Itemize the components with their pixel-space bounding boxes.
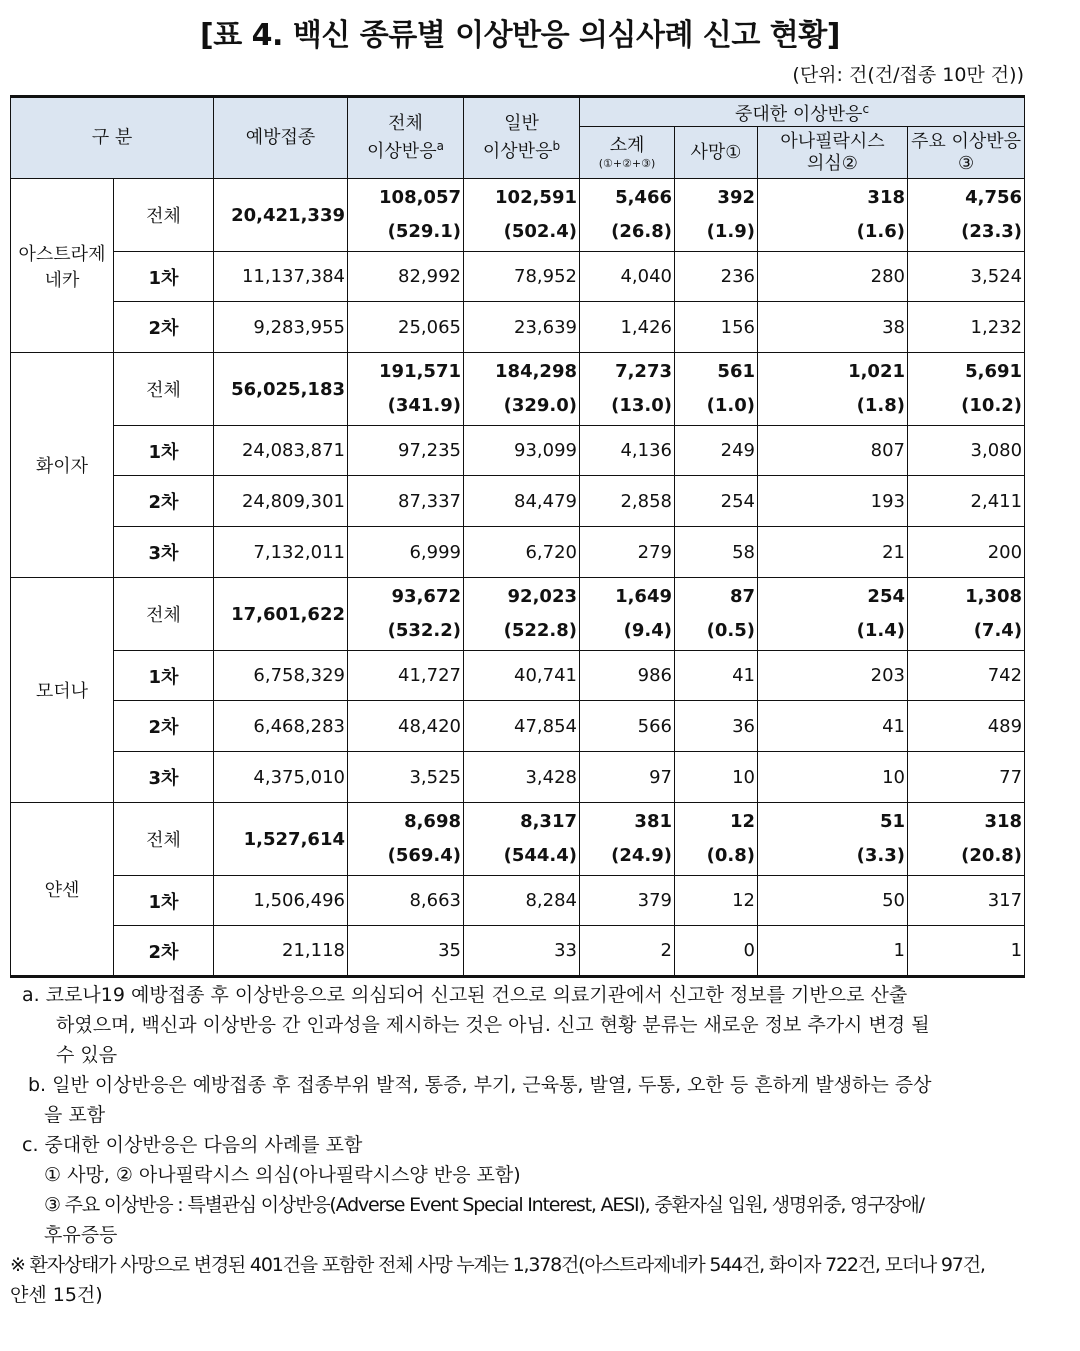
header-subtotal-label: 소계 (609, 134, 645, 156)
table-row (11, 803, 1025, 876)
cell-subtotal: 97 (580, 752, 675, 803)
cell-general: 93,099 (464, 426, 580, 476)
cell-death: 10 (675, 752, 758, 803)
table-row (11, 701, 1025, 752)
cell-total: 3,525 (348, 752, 464, 803)
cell-doses: 21,118 (214, 926, 348, 977)
cell-subtotal-rate: (9.4) (623, 620, 672, 641)
cell-doses: 24,809,301 (214, 476, 348, 527)
cell-anaph (758, 578, 908, 651)
table-row (11, 876, 1025, 926)
table-row (11, 752, 1025, 803)
cell-subtotal-rate: (13.0) (611, 395, 672, 416)
cell-subtotal: 2 (580, 926, 675, 977)
header-row-1 (11, 97, 1025, 127)
cell-subtotal (580, 578, 675, 651)
cell-general-rate: (522.8) (503, 620, 577, 641)
note-a-line3: 수 있음 (56, 1044, 118, 1066)
header-general-line2: 이상반응 (482, 141, 553, 162)
cell-major-rate: (20.8) (961, 845, 1023, 866)
cell-subtotal: 4,040 (580, 252, 675, 302)
header-death: 사망① (675, 127, 758, 179)
cell-general (464, 803, 580, 876)
cell-death: 156 (675, 302, 758, 353)
header-anaphylaxis-line2: 의심② (807, 152, 858, 174)
cell-doses: 9,283,955 (214, 302, 348, 353)
vaccine-name: 화이자 (11, 353, 114, 578)
cell-subtotal-rate: (24.9) (611, 845, 672, 866)
cell-death-value: 392 (717, 187, 755, 208)
cell-doses: 6,758,329 (214, 651, 348, 701)
cell-subtotal (580, 803, 675, 876)
cell-death: 0 (675, 926, 758, 977)
row-label: 3차 (114, 752, 214, 803)
cell-total: 41,727 (348, 651, 464, 701)
cell-death-rate: (1.9) (706, 221, 755, 242)
cell-total: 48,420 (348, 701, 464, 752)
header-doses: 예방접종 (214, 97, 348, 179)
unit-label: (단위: 건(건/접종 10만 건)) (792, 64, 1024, 86)
cell-death: 58 (675, 527, 758, 578)
cell-anaph (758, 353, 908, 426)
table-row (11, 302, 1025, 353)
cell-subtotal: 1,426 (580, 302, 675, 353)
cell-total (348, 803, 464, 876)
cell-general: 6,720 (464, 527, 580, 578)
row-label: 1차 (114, 426, 214, 476)
cell-total (348, 353, 464, 426)
cell-general-value: 8,317 (520, 811, 577, 832)
cell-anaph (758, 803, 908, 876)
vaccine-name: 얀센 (11, 803, 114, 977)
cell-anaph: 10 (758, 752, 908, 803)
cell-death: 12 (675, 876, 758, 926)
cell-major-rate: (10.2) (961, 395, 1023, 416)
header-subtotal (580, 127, 675, 179)
cell-subtotal: 2,858 (580, 476, 675, 527)
cell-doses: 56,025,183 (214, 353, 348, 426)
cell-major: 200 (908, 527, 1025, 578)
cell-anaph (758, 179, 908, 252)
cell-major: 317 (908, 876, 1025, 926)
cell-total-rate: (529.1) (387, 221, 461, 242)
cell-anaph: 280 (758, 252, 908, 302)
vaccine-name: 아스트라제네카 (11, 179, 114, 353)
table-row (11, 527, 1025, 578)
cell-subtotal-value: 381 (634, 811, 672, 832)
header-serious-label: 중대한 이상반응 (735, 104, 863, 125)
cell-subtotal-value: 1,649 (615, 586, 672, 607)
cell-death: 236 (675, 252, 758, 302)
cell-total (348, 578, 464, 651)
table-row (11, 179, 1025, 252)
cell-subtotal: 279 (580, 527, 675, 578)
adverse-event-table (10, 95, 1025, 978)
cell-death-rate: (0.8) (706, 845, 755, 866)
cell-total-value: 8,698 (404, 811, 461, 832)
note-c-line2: ① 사망, ② 아나필락시스 의심(아나필락시스양 반응 포함) (44, 1164, 521, 1186)
cell-major: 77 (908, 752, 1025, 803)
cell-doses: 4,375,010 (214, 752, 348, 803)
table-row (11, 353, 1025, 426)
row-label: 전체 (114, 179, 214, 252)
cell-total-value: 191,571 (379, 361, 461, 382)
header-general-line1: 일반 (504, 113, 539, 134)
header-major-line2: ③ (957, 152, 975, 174)
cell-subtotal: 379 (580, 876, 675, 926)
cell-subtotal-rate: (26.8) (611, 221, 672, 242)
cell-death-value: 12 (729, 811, 755, 832)
cell-death: 249 (675, 426, 758, 476)
page-title: [표 4. 백신 종류별 이상반응 의심사례 신고 현황] (200, 18, 840, 53)
cell-total: 35 (348, 926, 464, 977)
cell-total: 97,235 (348, 426, 464, 476)
cell-total: 8,663 (348, 876, 464, 926)
row-label: 1차 (114, 252, 214, 302)
header-subtotal-sub: (①+②+③) (598, 156, 656, 170)
cell-major: 1 (908, 926, 1025, 977)
cell-general: 3,428 (464, 752, 580, 803)
cell-major: 2,411 (908, 476, 1025, 527)
cell-doses: 6,468,283 (214, 701, 348, 752)
table-row (11, 426, 1025, 476)
cell-total: 6,999 (348, 527, 464, 578)
cell-subtotal: 986 (580, 651, 675, 701)
note-c-line1: c. 중대한 이상반응은 다음의 사례를 포함 (22, 1134, 363, 1156)
table-row (11, 476, 1025, 527)
cell-general (464, 578, 580, 651)
cell-death: 36 (675, 701, 758, 752)
cell-major-value: 5,691 (965, 361, 1023, 382)
row-label: 1차 (114, 651, 214, 701)
cell-doses: 1,527,614 (214, 803, 348, 876)
cell-subtotal-value: 7,273 (615, 361, 672, 382)
row-label: 1차 (114, 876, 214, 926)
cell-death (675, 353, 758, 426)
cell-general-rate: (329.0) (503, 395, 577, 416)
row-label: 3차 (114, 527, 214, 578)
cell-major (908, 353, 1025, 426)
note-star-line1: ※ 환자상태가 사망으로 변경된 401건을 포함한 전체 사망 누계는 1,378건(아스트라제네카 544건, 화이자 722건, 모더나 97건, (10, 1254, 985, 1276)
cell-total-rate: (532.2) (387, 620, 461, 641)
note-c-line4: 후유증등 (44, 1224, 118, 1246)
header-total-sup: a (436, 139, 444, 153)
cell-death-rate: (1.0) (706, 395, 755, 416)
note-star-line2: 얀센 15건) (10, 1284, 103, 1306)
cell-death-rate: (0.5) (706, 620, 755, 641)
row-label: 전체 (114, 578, 214, 651)
cell-general-value: 92,023 (507, 586, 577, 607)
row-label: 2차 (114, 302, 214, 353)
cell-anaph: 203 (758, 651, 908, 701)
cell-subtotal: 566 (580, 701, 675, 752)
cell-death (675, 803, 758, 876)
cell-total: 25,065 (348, 302, 464, 353)
note-a-line2: 하였으며, 백신과 이상반응 간 인과성을 제시하는 것은 아님. 신고 현황 분류는 새로운 정보 추가시 변경 될 (56, 1014, 930, 1036)
header-general (464, 97, 580, 179)
cell-general: 40,741 (464, 651, 580, 701)
header-total-line1: 전체 (388, 113, 423, 134)
cell-anaph-rate: (1.4) (856, 620, 905, 641)
cell-general (464, 353, 580, 426)
note-c-line3: ③ 주요 이상반응 : 특별관심 이상반응(Adverse Event Special Interest, AESI), 중환자실 입원, 생명위중, 영구장애/ (44, 1194, 924, 1216)
cell-anaph: 193 (758, 476, 908, 527)
cell-general: 8,284 (464, 876, 580, 926)
cell-general: 78,952 (464, 252, 580, 302)
cell-doses: 17,601,622 (214, 578, 348, 651)
cell-anaph: 1 (758, 926, 908, 977)
row-label: 2차 (114, 701, 214, 752)
cell-subtotal-value: 5,466 (615, 187, 672, 208)
cell-anaph-value: 318 (867, 187, 905, 208)
header-total (348, 97, 464, 179)
cell-major (908, 578, 1025, 651)
cell-anaph-rate: (1.6) (856, 221, 905, 242)
cell-doses: 7,132,011 (214, 527, 348, 578)
cell-death: 254 (675, 476, 758, 527)
cell-general: 23,639 (464, 302, 580, 353)
cell-major (908, 803, 1025, 876)
cell-anaph: 21 (758, 527, 908, 578)
table-row (11, 651, 1025, 701)
cell-anaph: 807 (758, 426, 908, 476)
cell-major-value: 4,756 (965, 187, 1023, 208)
cell-death: 41 (675, 651, 758, 701)
cell-general: 84,479 (464, 476, 580, 527)
cell-general-rate: (502.4) (503, 221, 577, 242)
cell-major: 3,080 (908, 426, 1025, 476)
header-category: 구 분 (11, 97, 214, 179)
cell-anaph-rate: (1.8) (856, 395, 905, 416)
cell-anaph: 50 (758, 876, 908, 926)
cell-subtotal (580, 353, 675, 426)
cell-anaph: 38 (758, 302, 908, 353)
row-label: 전체 (114, 353, 214, 426)
cell-general: 47,854 (464, 701, 580, 752)
cell-major-rate: (7.4) (973, 620, 1023, 641)
cell-anaph-value: 1,021 (848, 361, 905, 382)
cell-general-value: 184,298 (495, 361, 577, 382)
cell-subtotal: 4,136 (580, 426, 675, 476)
note-b-line1: b. 일반 이상반응은 예방접종 후 접종부위 발적, 통증, 부기, 근육통, 발열, 두통, 오한 등 흔하게 발생하는 증상 (28, 1074, 932, 1096)
cell-major: 1,232 (908, 302, 1025, 353)
header-major-line1: 주요 이상반응 (910, 130, 1022, 152)
cell-anaph: 41 (758, 701, 908, 752)
cell-doses: 1,506,496 (214, 876, 348, 926)
vaccine-name: 모더나 (11, 578, 114, 803)
cell-doses: 11,137,384 (214, 252, 348, 302)
row-label: 전체 (114, 803, 214, 876)
table-row (11, 252, 1025, 302)
cell-doses: 20,421,339 (214, 179, 348, 252)
cell-total-value: 108,057 (379, 187, 461, 208)
row-label: 2차 (114, 476, 214, 527)
cell-total (348, 179, 464, 252)
header-serious-sup: c (862, 102, 870, 116)
cell-major: 3,524 (908, 252, 1025, 302)
header-total-line2: 이상반응 (367, 141, 437, 162)
cell-total-value: 93,672 (391, 586, 461, 607)
cell-death (675, 179, 758, 252)
cell-general-rate: (544.4) (503, 845, 577, 866)
cell-major-rate: (23.3) (961, 221, 1023, 242)
cell-total: 82,992 (348, 252, 464, 302)
cell-major: 489 (908, 701, 1025, 752)
header-general-sup: b (552, 139, 561, 153)
footnotes (10, 980, 1042, 1310)
cell-total-rate: (341.9) (387, 395, 461, 416)
header-anaphylaxis (758, 127, 908, 179)
row-label: 2차 (114, 926, 214, 977)
cell-major-value: 318 (984, 811, 1023, 832)
table-row (11, 926, 1025, 977)
cell-total-rate: (569.4) (387, 845, 461, 866)
table-row (11, 578, 1025, 651)
cell-general: 33 (464, 926, 580, 977)
cell-general-value: 102,591 (495, 187, 577, 208)
cell-major: 742 (908, 651, 1025, 701)
cell-total: 87,337 (348, 476, 464, 527)
header-anaphylaxis-line1: 아나필락시스 (780, 130, 885, 152)
cell-major (908, 179, 1025, 252)
cell-general (464, 179, 580, 252)
header-serious (580, 97, 1025, 127)
cell-anaph-value: 254 (867, 586, 905, 607)
cell-anaph-value: 51 (879, 811, 905, 832)
header-major (908, 127, 1025, 179)
note-a-line1: a. 코로나19 예방접종 후 이상반응으로 의심되어 신고된 건으로 의료기관에서 신고한 정보를 기반으로 산출 (22, 984, 908, 1006)
cell-major-value: 1,308 (965, 586, 1023, 607)
cell-death (675, 578, 758, 651)
note-b-line2: 을 포함 (44, 1104, 106, 1126)
cell-subtotal (580, 179, 675, 252)
cell-death-value: 561 (717, 361, 755, 382)
cell-death-value: 87 (729, 586, 755, 607)
cell-anaph-rate: (3.3) (856, 845, 905, 866)
cell-doses: 24,083,871 (214, 426, 348, 476)
